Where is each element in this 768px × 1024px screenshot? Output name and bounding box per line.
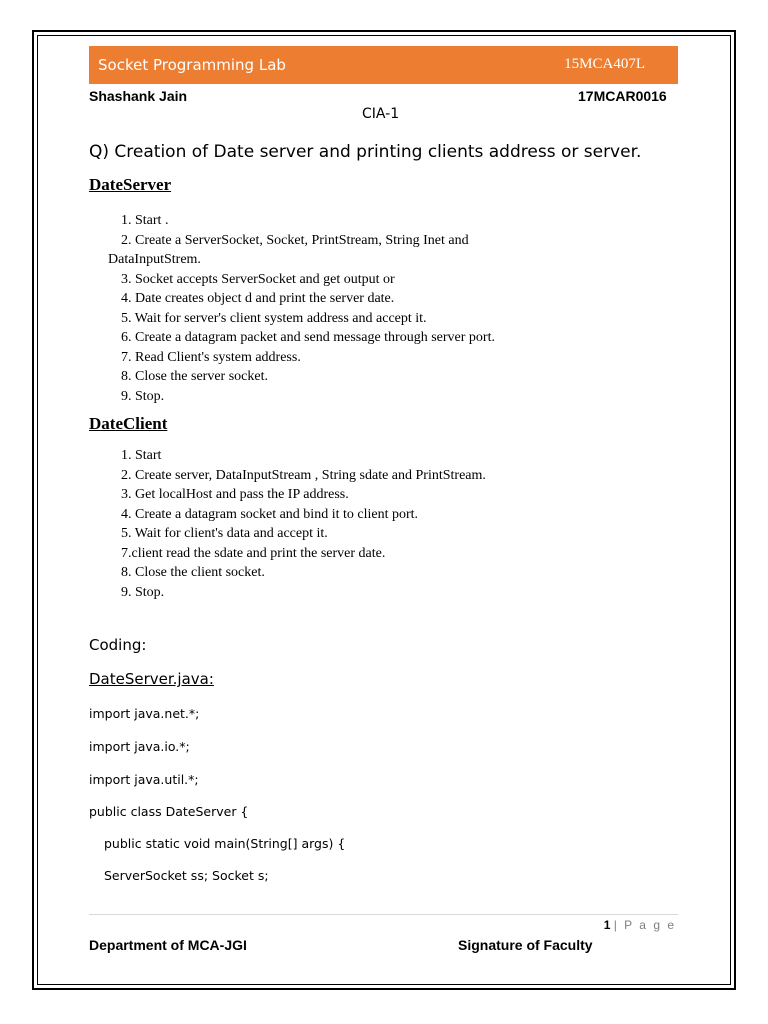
code-line: import java.util.*; xyxy=(89,772,199,787)
department-label: Department of MCA-JGI xyxy=(89,937,247,953)
step-item: 4. Create a datagram socket and bind it to client port. xyxy=(121,506,419,522)
code-line: public class DateServer { xyxy=(89,804,249,819)
step-item: 2. Create a ServerSocket, Socket, PrintStream, String Inet and xyxy=(121,232,469,248)
step-item: 1. Start xyxy=(121,448,162,463)
code-line: ServerSocket ss; Socket s; xyxy=(104,868,269,883)
student-roll: 17MCAR0016 xyxy=(578,88,667,104)
step-item: 4. Date creates object d and print the server date. xyxy=(121,291,395,306)
step-item: 3. Get localHost and pass the IP address. xyxy=(121,487,349,502)
step-item: 1. Start . xyxy=(121,213,169,228)
step-item: DataInputStrem. xyxy=(108,252,201,267)
dateclient-steps xyxy=(108,446,486,602)
code-line: import java.io.*; xyxy=(89,739,190,754)
student-name: Shashank Jain xyxy=(89,88,188,104)
step-item: 5. Wait for server's client system address and accept it. xyxy=(121,310,427,326)
step-item: 9. Stop. xyxy=(121,388,165,404)
step-item: 6. Create a datagram packet and send message through server port. xyxy=(121,330,495,345)
header-title: Socket Programming Lab xyxy=(98,56,286,74)
step-item: 8. Close the client socket. xyxy=(121,565,265,580)
course-code: 15MCA407L xyxy=(564,56,645,72)
page-number-value: 1 xyxy=(603,918,611,932)
dateserver-heading: DateServer xyxy=(89,175,172,194)
code-line: import java.net.*; xyxy=(89,706,200,721)
step-item: 2. Create server, DataInputStream , String sdate and PrintStream. xyxy=(121,467,486,483)
step-item: 8. Close the server socket. xyxy=(121,369,268,384)
exam-title: CIA-1 xyxy=(362,106,400,122)
signature-label: Signature of Faculty xyxy=(458,937,593,953)
dateclient-heading: DateClient xyxy=(89,414,168,433)
step-item: 7. Read Client's system address. xyxy=(121,349,301,365)
step-item: 7.client read the sdate and print the server date. xyxy=(121,545,386,561)
coding-heading: Coding: xyxy=(89,636,147,654)
header-bar xyxy=(89,46,678,84)
page-label: | P a g e xyxy=(613,918,676,932)
dateserver-steps xyxy=(108,211,495,406)
file-name: DateServer.java: xyxy=(89,670,214,688)
step-item: 9. Stop. xyxy=(121,584,165,600)
page-number xyxy=(604,918,676,932)
footer-rule xyxy=(89,914,678,915)
code-line: public static void main(String[] args) { xyxy=(104,836,346,851)
question-text: Q) Creation of Date server and printing clients address or server. xyxy=(89,142,642,162)
step-item: 5. Wait for client's data and accept it. xyxy=(121,526,328,541)
step-item: 3. Socket accepts ServerSocket and get output or xyxy=(121,271,395,287)
